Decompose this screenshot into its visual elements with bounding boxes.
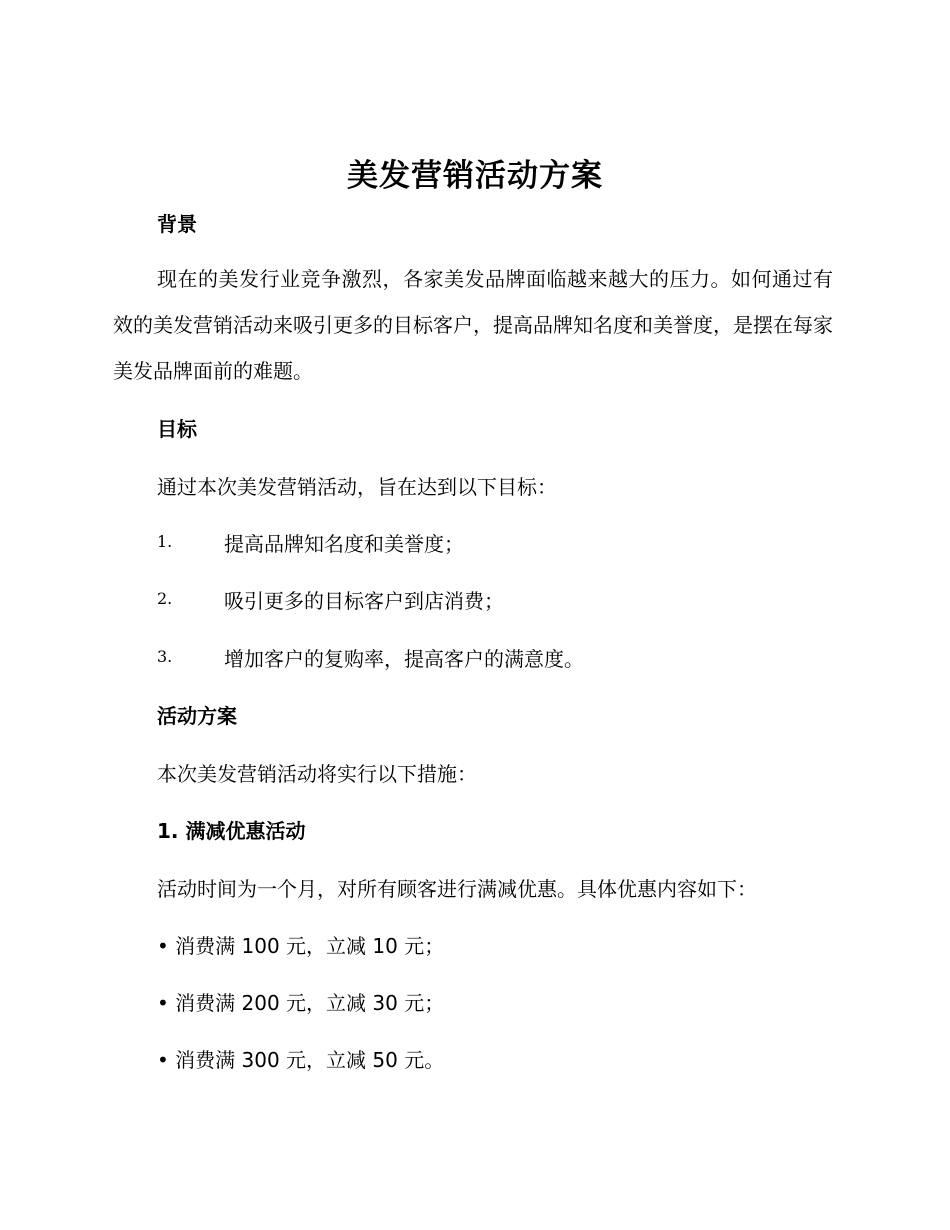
goal-number-1: 1.: [157, 532, 173, 551]
goal-number-3: 3.: [157, 647, 173, 666]
discount-bullet-2: • 消费满 200 元，立减 30 元；: [157, 991, 445, 1015]
background-heading: 背景: [157, 212, 197, 236]
document-title: 美发营销活动方案: [347, 158, 603, 194]
goal-item-2: 吸引更多的目标客户到店消费；: [224, 589, 504, 613]
plan-intro: 本次美发营销活动将实行以下措施：: [157, 762, 477, 786]
discount-bullet-1: • 消费满 100 元，立减 10 元；: [157, 934, 445, 958]
subsection-intro: 活动时间为一个月，对所有顾客进行满减优惠。具体优惠内容如下：: [157, 877, 757, 901]
goal-item-3: 增加客户的复购率，提高客户的满意度。: [224, 647, 584, 671]
goal-item-1: 提高品牌知名度和美誉度；: [224, 532, 464, 556]
goal-number-2: 2.: [157, 589, 173, 608]
goals-heading: 目标: [157, 417, 197, 441]
discount-bullet-3: • 消费满 300 元，立减 50 元。: [157, 1048, 445, 1072]
plan-heading: 活动方案: [157, 704, 237, 728]
subsection-heading: 1. 满减优惠活动: [157, 819, 306, 843]
goals-intro: 通过本次美发营销活动，旨在达到以下目标：: [157, 475, 557, 499]
background-paragraph: 现在的美发行业竞争激烈，各家美发品牌面临越来越大的压力。如何通过有效的美发营销活动来吸引更多的目标客户，提高品牌知名度和美誉度，是摆在每家美发品牌面前的难题。: [113, 267, 833, 383]
